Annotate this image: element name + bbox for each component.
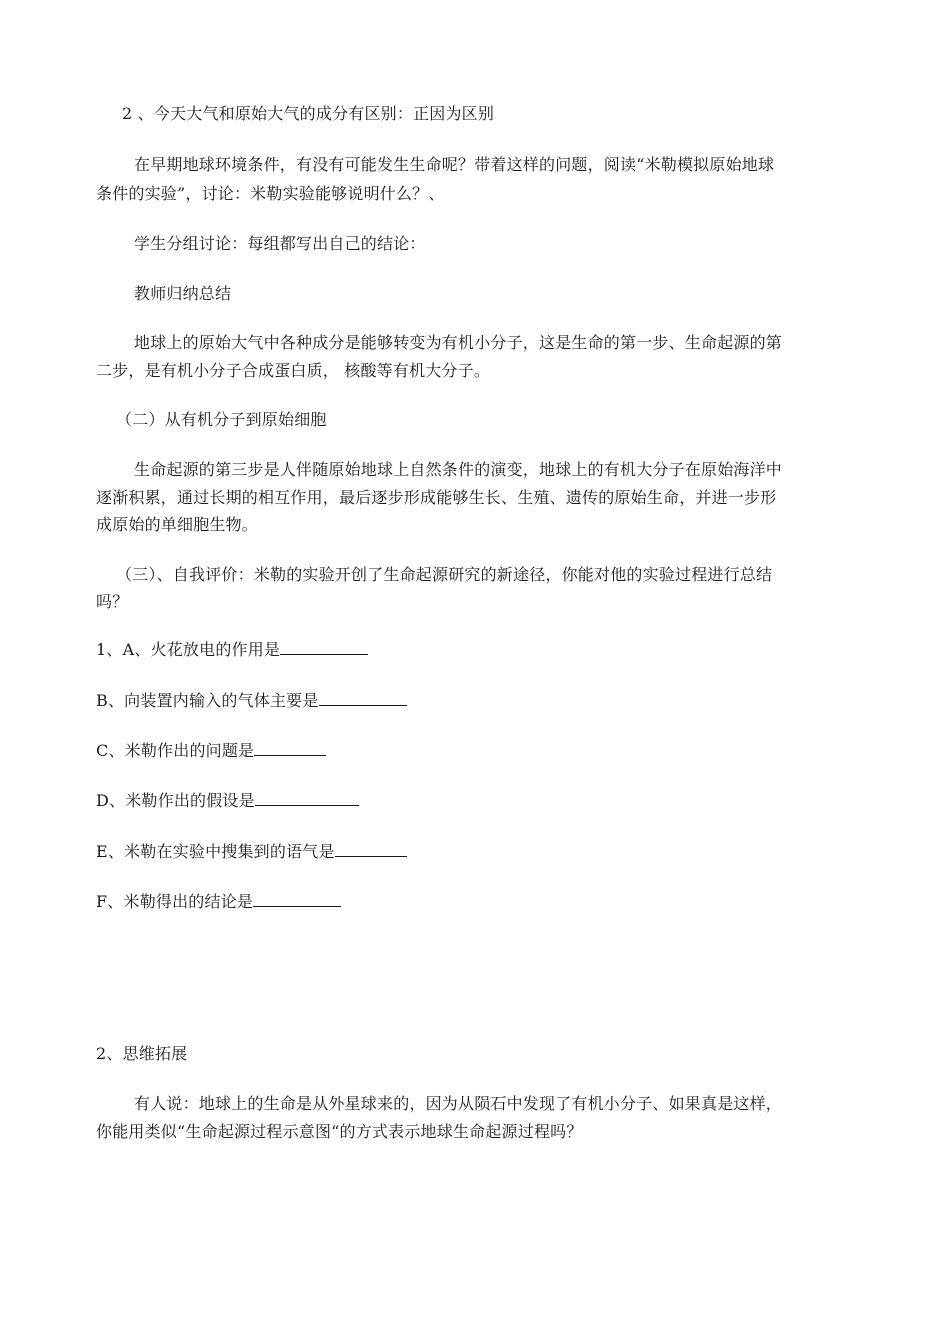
thinking-extension-heading: 2、思维拓展 xyxy=(96,1044,188,1063)
group-discussion-text: 学生分组讨论：每组都写出自己的结论： xyxy=(134,234,426,253)
subsection-2-heading: （二）从有机分子到原始细胞 xyxy=(116,410,327,429)
intro-paragraph-line-1: 在早期地球环境条件，有没有可能发生生命呢？带着这样的问题，阅读“米勒模拟原始地球 xyxy=(134,155,775,174)
question-c-text: C、米勒作出的问题是 xyxy=(96,741,255,760)
question-d xyxy=(96,791,359,811)
third-step-line-3: 成原始的单细胞生物。 xyxy=(96,515,259,534)
question-b-answer-blank[interactable] xyxy=(319,691,407,706)
section-2-heading: 2 、今天大气和原始大气的成分有区别：正因为区别 xyxy=(122,104,495,123)
question-c xyxy=(96,741,326,761)
intro-paragraph-line-2: 条件的实验”，讨论：米勒实验能够说明什么？、 xyxy=(96,184,445,203)
question-f xyxy=(96,892,341,912)
summary-paragraph-line-1: 地球上的原始大气中各种成分是能够转变为有机小分子，这是生命的第一步、生命起源的第 xyxy=(134,333,783,352)
question-a xyxy=(96,640,368,660)
subsection-3-line-2: 吗？ xyxy=(96,592,129,611)
question-e-text: E、米勒在实验中搜集到的语气是 xyxy=(96,842,335,861)
question-e-answer-blank[interactable] xyxy=(335,842,407,857)
extension-paragraph-line-1: 有人说：地球上的生命是从外星球来的，因为从陨石中发现了有机小分子、如果真是这样， xyxy=(134,1094,783,1113)
question-c-answer-blank[interactable] xyxy=(254,741,326,756)
question-b xyxy=(96,691,407,711)
question-f-answer-blank[interactable] xyxy=(253,892,341,907)
teacher-summary-text: 教师归纳总结 xyxy=(134,284,232,303)
third-step-line-1: 生命起源的第三步是人伴随原始地球上自然条件的演变，地球上的有机大分子在原始海洋中 xyxy=(134,460,783,479)
question-a-text: 1、A、火花放电的作用是 xyxy=(96,640,281,659)
question-f-text: F、米勒得出的结论是 xyxy=(96,892,254,911)
question-a-answer-blank[interactable] xyxy=(280,640,368,655)
question-d-answer-blank[interactable] xyxy=(255,791,359,806)
question-b-text: B、向装置内输入的气体主要是 xyxy=(96,691,319,710)
subsection-3-line-1: （三）、自我评价：米勒的实验开创了生命起源研究的新途径，你能对他的实验过程进行总结 xyxy=(116,565,773,584)
third-step-line-2: 逐渐积累，通过长期的相互作用，最后逐步形成能够生长、生殖、遗传的原始生命，并进一步形 xyxy=(96,488,777,507)
question-d-text: D、米勒作出的假设是 xyxy=(96,791,255,810)
extension-paragraph-line-2: 你能用类似“生命起源过程示意图“的方式表示地球生命起源过程吗？ xyxy=(96,1122,583,1141)
summary-paragraph-line-2: 二步，是有机小分子合成蛋白质， 核酸等有机大分子。 xyxy=(96,361,491,380)
question-e xyxy=(96,842,407,862)
